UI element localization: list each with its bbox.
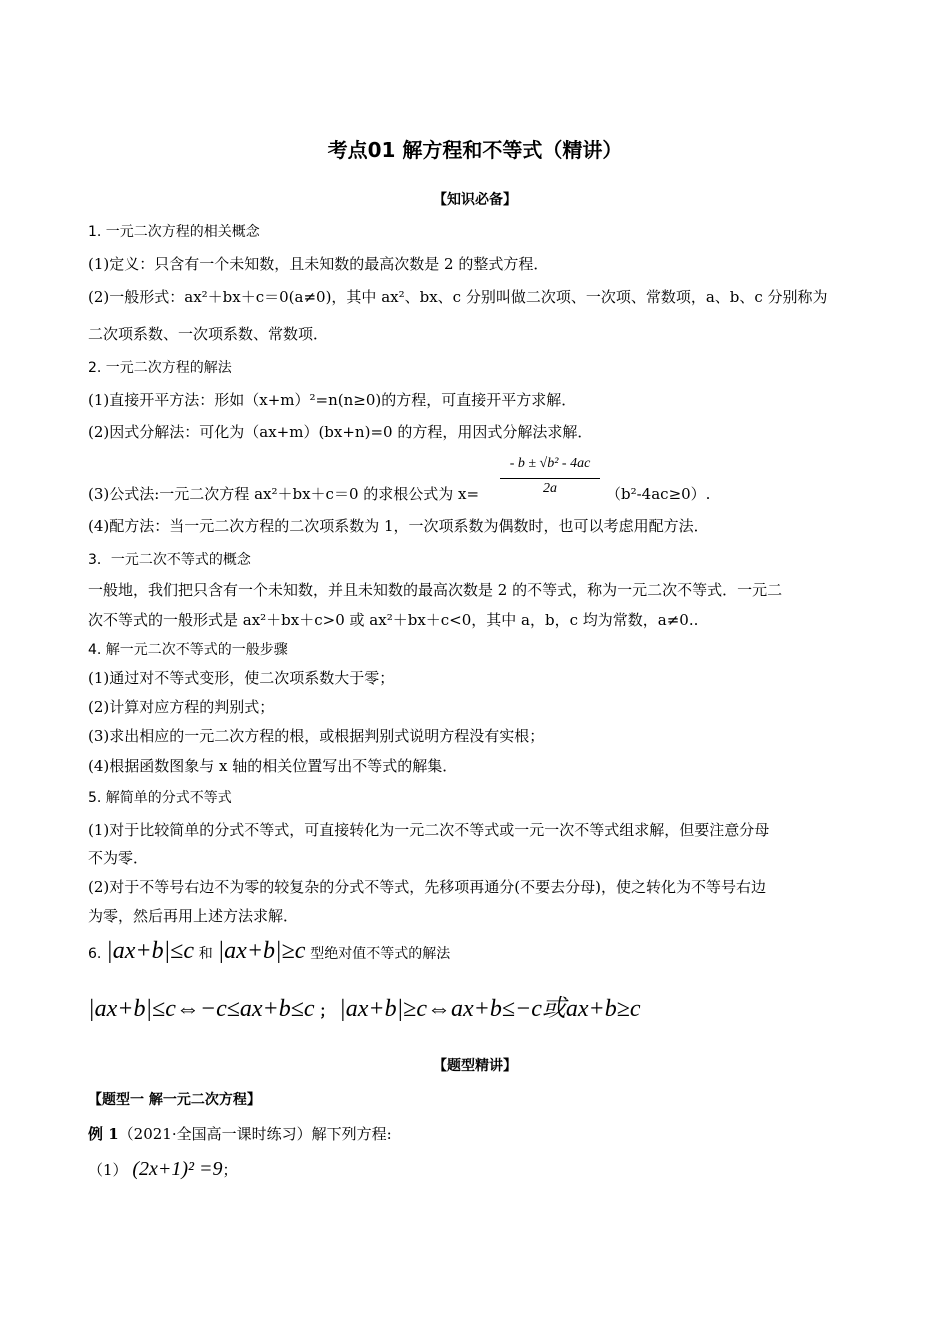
abs-ge-equivalence: |ax+b|≥c⇔ax+b≤−c或ax+b≥c [339,996,641,1022]
s4-p3: (3)求出相应的一元二次方程的根，或根据判别式说明方程没有实根； [88,727,545,745]
s6-heading [88,936,450,969]
s5-p2a: (2)对于不等号右边不为零的较复杂的分式不等式，先移项再通分(不要去分母)，使之转化为不等号右边 [88,878,766,896]
s1-p2b: 二次项系数、一次项系数、常数项． [88,325,329,343]
s2-p2: (2)因式分解法：可化为（ax+m）(bx+n)=0 的方程，用因式分解法求解． [88,423,593,441]
s2-p3b: （b²-4ac≥0）. [606,485,711,503]
s4-p2: (2)计算对应方程的判别式； [88,698,275,716]
quadratic-formula-numerator: - b ± √b² - 4ac [509,456,591,471]
s4-p1: (1)通过对不等式变形，使二次项系数大于零； [88,669,395,687]
s6-tail: 型绝对值不等式的解法 [310,946,451,962]
example1-text: （2021·全国高一课时练习）解下列方程: [118,1125,392,1143]
example1-label: 例 1 [88,1125,119,1143]
quadratic-formula-denominator: 2a [543,481,557,496]
abs-le-equivalence: |ax+b|≤c⇔−c≤ax+b≤c [88,996,315,1022]
s4-p4: (4)根据函数图象与 x 轴的相关位置写出不等式的解集． [88,757,458,775]
s5-p1b: 不为零． [88,849,149,867]
s6-separator: ； [319,1002,335,1020]
abs-le-formula: |ax+b|≤c [106,938,195,964]
s5-p2b: 为零，然后再用上述方法求解． [88,907,299,925]
s6-and: 和 [198,946,213,962]
s2-p4: (4)配方法：当一元二次方程的二次项系数为 1，一次项系数为偶数时，也可以考虑用配方法． [88,517,709,535]
s2-p3a: (3)公式法:一元二次方程 ax²＋bx＋c＝0 的求根公式为 x= [88,485,480,503]
abs-ge-formula: |ax+b|≥c [217,938,306,964]
section-types: 【题型精讲】 [433,1058,517,1074]
example1-item-label: （1） [88,1161,128,1179]
s1-p2a: (2)一般形式：ax²＋bx＋c＝0(a≠0)，其中 ax²、bx、c 分别叫做二次项、一次项、常数项，a、b、c 分别称为 [88,288,828,306]
s5-p1a: (1)对于比较简单的分式不等式，可直接转化为一元二次不等式或一元一次不等式组求解，但要注意分母 [88,821,770,839]
fraction-bar [500,478,600,479]
s6-num: 6. [88,946,102,962]
s3-p1: 一般地，我们把只含有一个未知数，并且未知数的最高次数是 2 的不等式，称为一元二次不等式．一元二 [88,581,783,599]
example1-end: ； [222,1161,238,1179]
s1-heading: 1. 一元二次方程的相关概念 [88,224,260,240]
example1-item1 [88,1156,238,1183]
s2-heading: 2. 一元二次方程的解法 [88,360,232,376]
s5-heading: 5. 解简单的分式不等式 [88,790,232,806]
page-title: 考点01 解方程和不等式（精讲） [327,138,623,162]
type1-heading: 【题型一 解一元二次方程】 [88,1092,261,1108]
example1 [88,1124,392,1144]
s3-p2: 次不等式的一般形式是 ax²＋bx＋c>0 或 ax²＋bx＋c<0，其中 a，b，c 均为常数，a≠0.. [88,611,699,629]
s3-heading: 3．一元二次不等式的概念 [88,552,251,568]
s4-heading: 4. 解一元二次不等式的一般步骤 [88,642,288,658]
s1-p1: (1)定义：只含有一个未知数，且未知数的最高次数是 2 的整式方程． [88,255,549,273]
s6-equivalences [88,994,641,1026]
example1-equation: (2x+1)² =9 [132,1158,223,1180]
section-knowledge: 【知识必备】 [433,192,517,208]
s2-p1: (1)直接开平方法：形如（x+m）²=n(n≥0)的方程，可直接开平方求解． [88,391,577,409]
